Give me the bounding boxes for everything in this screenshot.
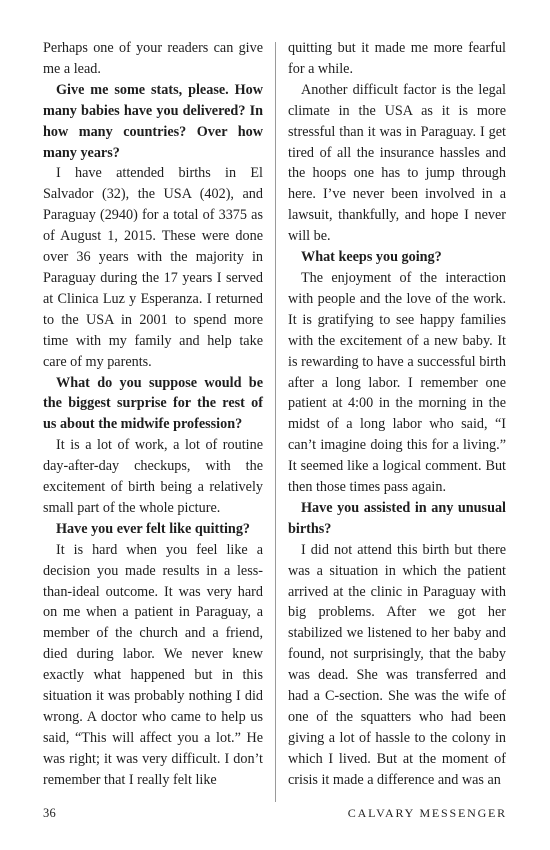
right-column [288, 38, 506, 791]
body-paragraph: Another difficult factor is the legal climate in the USA as it is more stressful than it was in Paraguay. I get tired of all the insurance hassles and the hoops one has to jump through here. I’ve never been involved in a lawsuit, thankfully, and hope I never will be. [288, 81, 506, 245]
body-paragraph: Perhaps one of your readers can give me a lead. [43, 40, 263, 77]
left-column [43, 38, 263, 791]
interview-question: Have you assisted in any unusual births? [288, 499, 506, 537]
publication-title: CALVARY MESSENGER [347, 806, 507, 820]
column-divider [275, 42, 276, 802]
body-paragraph: It is hard when you feel like a decision you made results in a less-than-ideal outcome. It was very hard on me when a patient in Paraguay, a member of the church and a friend, died during labor. We never knew exactly what happened but in this situation it was probably nothing I did wrong. A doctor who came to help us said, “This will affect you a lot.” He was right; it was very difficult. I don’t remember that I really felt like [43, 541, 263, 788]
interview-question: Give me some stats, please. How many babies have you delivered? In how many countries? Over how many years? [43, 81, 263, 161]
interview-question: What keeps you going? [301, 249, 442, 266]
interview-question: What do you suppose would be the biggest surprise for the rest of us about the midwife profession? [43, 374, 263, 433]
page-number: 36 [43, 806, 57, 820]
body-paragraph: quitting but it made me more fearful for a while. [288, 40, 506, 77]
interview-question: Have you ever felt like quitting? [56, 520, 251, 537]
body-paragraph: It is a lot of work, a lot of routine day-after-day checkups, with the excitement of birth being a relatively small part of the whole picture. [43, 437, 263, 516]
body-paragraph: I have attended births in El Salvador (32), the USA (402), and Paraguay (2940) for a total of 3375 as of August 1, 2015. These were done over 36 years with the majority in Paraguay during the 17 years I served at Clinica Luz y Esperanza. I returned to the USA in 2001 to spend more time with my family and help take care of my parents. [43, 165, 263, 370]
body-paragraph: The enjoyment of the interaction with people and the love of the work. It is gratifying to see happy families with the excitement of a new baby. It is rewarding to have a successful birth after a long labor. I remember one patient at 4:00 in the morning in the midst of a long labor who said, “I can’t imagine doing this for a living.” It seemed like a logical comment. But then those times pass again. [288, 269, 506, 496]
body-paragraph: I did not attend this birth but there was a situation in which the patient arrived at the clinic in Paraguay with big problems. After we got her stabilized we listened to her baby and found, not surprisingly, that the baby was dead. She was transferred and had a C-section. She was the wife of one of the squatters who had been giving a lot of hassle to the colony in which I lived. But at the moment of crisis it made a difference and was an [288, 541, 506, 788]
